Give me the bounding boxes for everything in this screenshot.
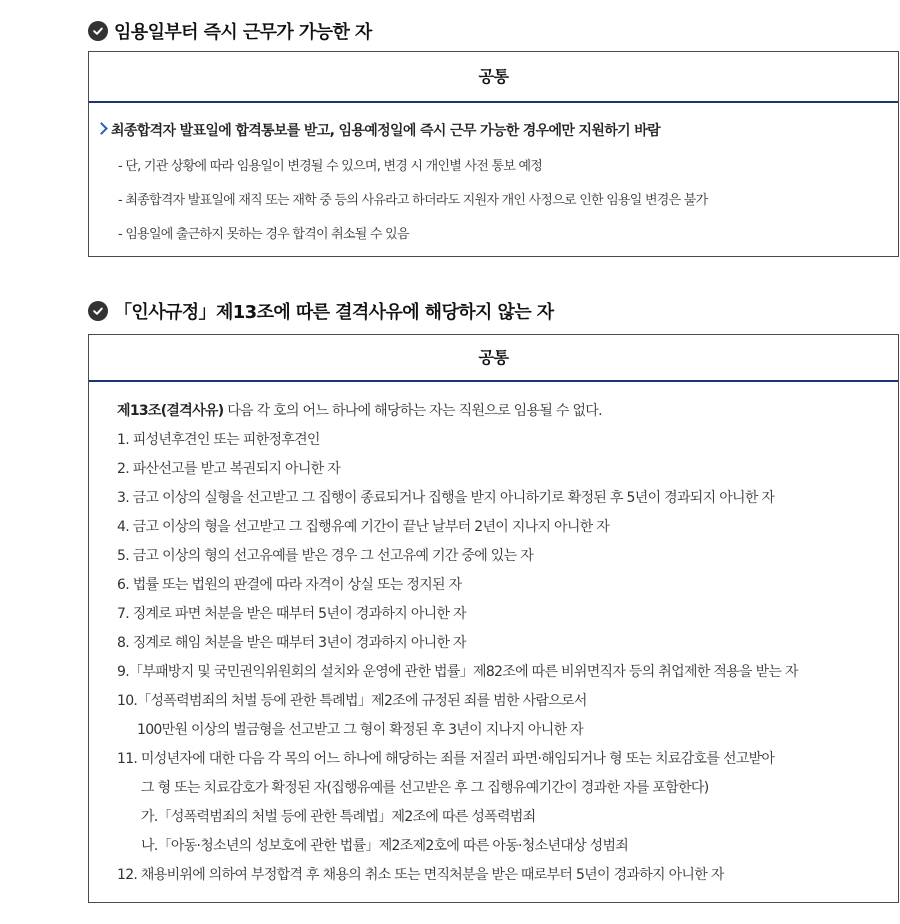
disqualification-subitem: 나.「아동·청소년의 성보호에 관한 법률」제2조제2호에 따른 아동·청소년대상 성범죄: [141, 838, 629, 854]
check-circle-icon: [88, 21, 108, 41]
article-title: 제13조(결격사유): [117, 403, 224, 419]
disqualification-subitem: 가.「성폭력범죄의 처벌 등에 관한 특례법」제2조에 따른 성폭력범죄: [141, 809, 536, 825]
disqualification-item: 12. 채용비위에 의하여 부정합격 후 채용의 취소 또는 면직처분을 받은 때로부터 5년이 경과하지 아니한 자: [117, 867, 724, 883]
eligibility-box-2: [88, 334, 899, 903]
box-header: 공통: [89, 335, 898, 382]
section-title-text: 「인사규정」제13조에 따른 결격사유에 해당하지 않는 자: [114, 302, 554, 323]
disqualification-item: 9.「부패방지 및 국민권익위원회의 설치와 운영에 관한 법률」제82조에 따른 비위면직자 등의 취업제한 적용을 받는 자: [117, 664, 798, 680]
disqualification-item: 2. 파산선고를 받고 복권되지 아니한 자: [117, 461, 341, 477]
disqualification-item: 5. 금고 이상의 형의 선고유예를 받은 경우 그 선고유예 기간 중에 있는 자: [117, 548, 534, 564]
check-circle-icon: [88, 301, 108, 321]
note-1: - 단, 기관 상황에 따라 임용일이 변경될 수 있으며, 변경 시 개인별 사전 통보 예정: [118, 159, 543, 174]
main-requirement: [89, 120, 660, 140]
disqualification-item: 8. 징계로 해임 처분을 받은 때부터 3년이 경과하지 아니한 자: [117, 635, 466, 651]
disqualification-item: 4. 금고 이상의 형을 선고받고 그 집행유예 기간이 끝난 날부터 2년이 지나지 아니한 자: [117, 519, 610, 535]
main-requirement-text: 최종합격자 발표일에 합격통보를 받고, 임용예정일에 즉시 근무 가능한 경우에만 지원하기 바람: [111, 123, 660, 139]
box-header: 공통: [89, 52, 898, 103]
note-2: - 최종합격자 발표일에 재직 또는 재학 중 등의 사유라고 하더라도 지원자 개인 사정으로 인한 임용일 변경은 불가: [118, 193, 708, 208]
section-title-2: [88, 298, 554, 324]
disqualification-item-cont: 100만원 이상의 벌금형을 선고받고 그 형이 확정된 후 3년이 지나지 아니한 자: [137, 722, 583, 738]
disqualification-item: 7. 징계로 파면 처분을 받은 때부터 5년이 경과하지 아니한 자: [117, 606, 466, 622]
disqualification-item: 6. 법률 또는 법원의 판결에 따라 자격이 상실 또는 정지된 자: [117, 577, 462, 593]
article-intro: [117, 400, 602, 420]
section-title-text: 임용일부터 즉시 근무가 가능한 자: [114, 22, 372, 43]
note-3: - 임용일에 출근하지 못하는 경우 합격이 취소될 수 있음: [118, 227, 409, 242]
article-intro-text: 다음 각 호의 어느 하나에 해당하는 자는 직원으로 임용될 수 없다.: [223, 403, 602, 419]
eligibility-box-1: [88, 51, 899, 257]
section-title-1: [88, 18, 372, 44]
disqualification-item: 10.「성폭력범죄의 처벌 등에 관한 특례법」제2조에 규정된 죄를 범한 사람으로서: [117, 693, 587, 709]
disqualification-item-cont: 그 형 또는 치료감호가 확정된 자(집행유예를 선고받은 후 그 집행유예기간이 경과한 자를 포함한다): [141, 780, 709, 796]
disqualification-item: 3. 금고 이상의 실형을 선고받고 그 집행이 종료되거나 집행을 받지 아니하기로 확정된 후 5년이 경과되지 아니한 자: [117, 490, 775, 506]
disqualification-item: 1. 피성년후견인 또는 피한정후견인: [117, 432, 320, 448]
disqualification-item: 11. 미성년자에 대한 다음 각 목의 어느 하나에 해당하는 죄를 저질러 파면·해임되거나 형 또는 치료감호를 선고받아: [117, 751, 775, 767]
chevron-right-icon: [95, 122, 108, 135]
